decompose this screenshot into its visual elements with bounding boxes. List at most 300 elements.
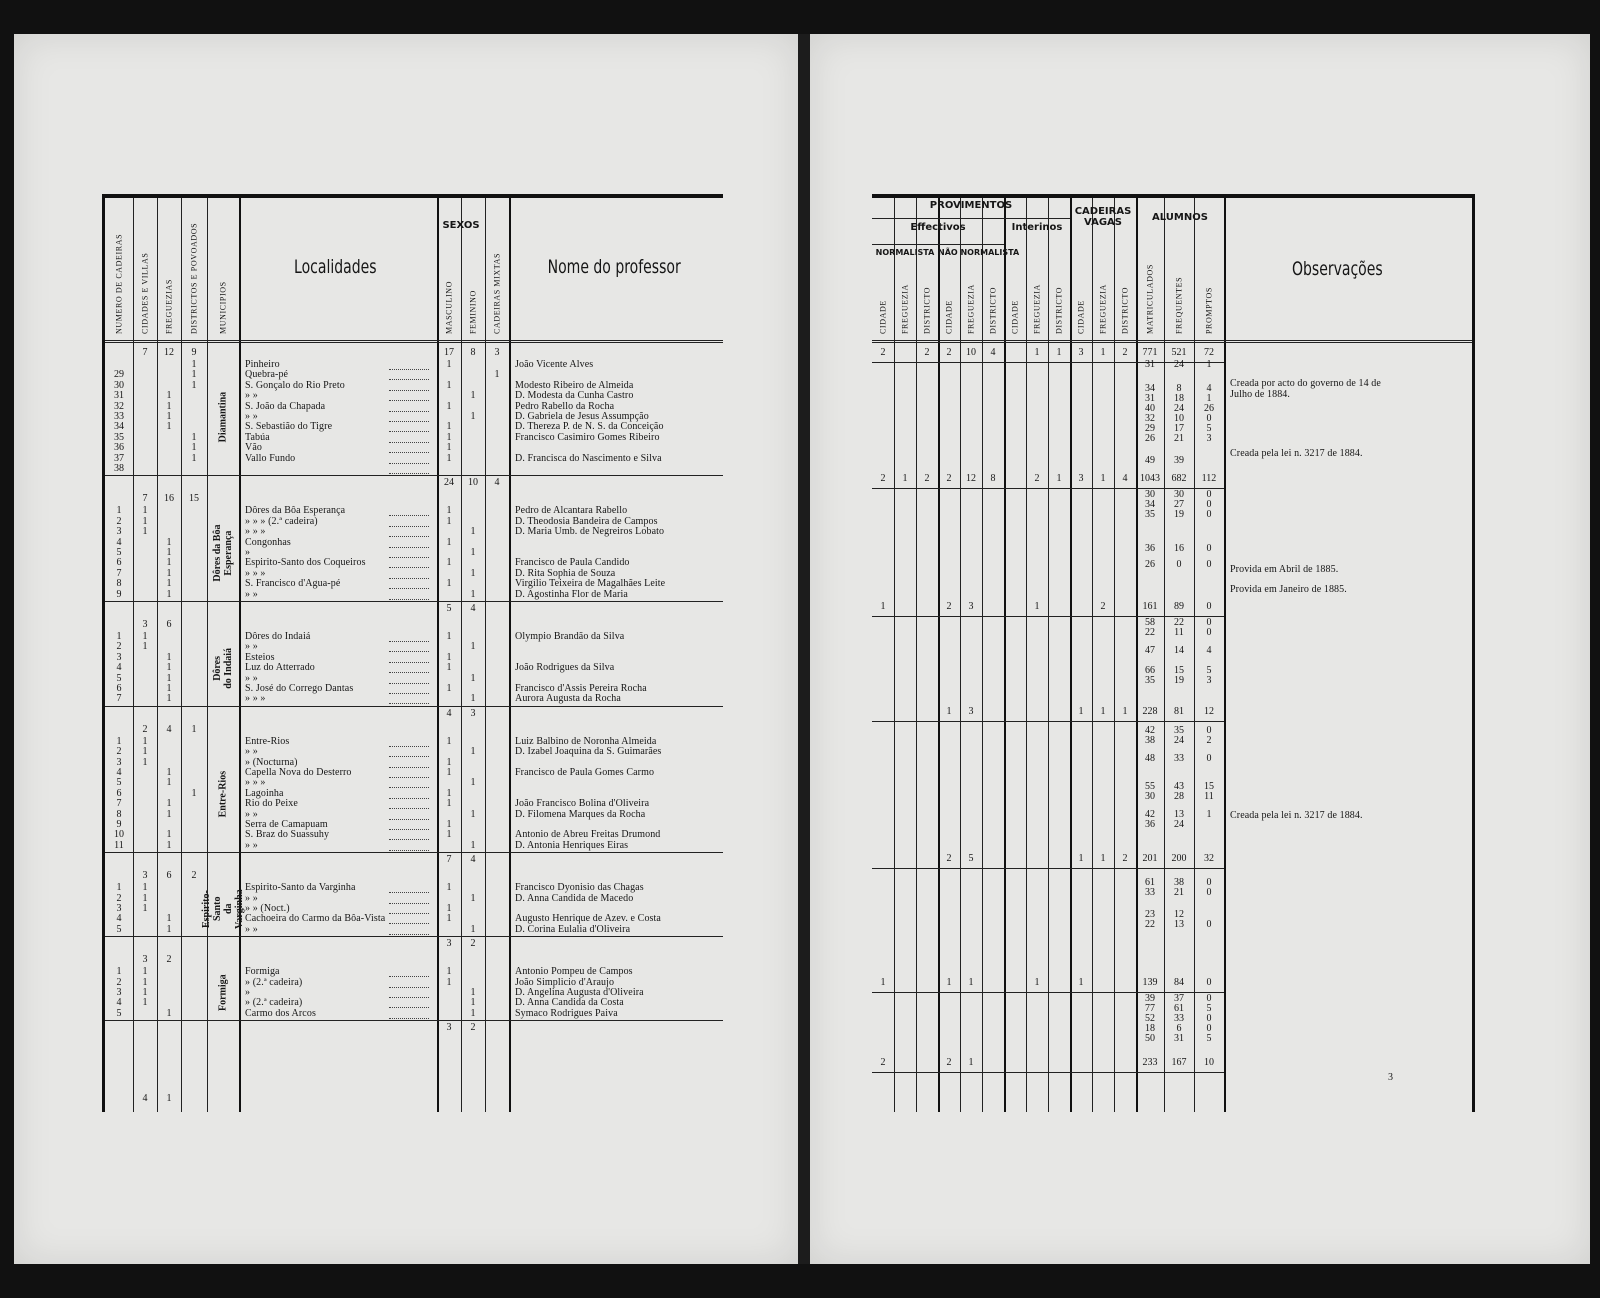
provimento-total-value: 1 [946,977,952,988]
right-column-rule [1004,198,1006,1112]
row-localidade: » » » [245,526,266,538]
row-dot-leader [389,452,429,453]
row-number: 4 [116,767,122,778]
right-column-rule [1070,198,1072,1112]
row-professor: D. Anna Candida da Costa [515,997,624,1009]
row-localidade: Vallo Fundo [245,452,296,464]
row-localidade: » [245,987,251,998]
observacao-note: Provida em Janeiro de 1885. [1230,584,1347,595]
row-number: 7 [116,798,122,810]
alumnos-promptos: 4 [1206,383,1212,394]
row-masc: 1 [446,631,452,642]
row-number: 2 [116,515,122,527]
section-summary-freguezias: 4 [166,723,172,735]
row-cidade: 1 [142,987,148,998]
row-localidade: » » [245,892,258,904]
left-header-feminino: FEMININO [468,290,478,334]
row-freguezia: 1 [166,390,172,402]
section-summary-cidades: 2 [142,723,148,735]
left-header-masculino: MASCULINO [444,281,454,334]
row-localidade: » (2.ª cadeira) [245,997,303,1009]
provimento-total-value: 1 [880,601,886,612]
row-masc: 1 [446,505,452,517]
provimento-total-value: 1 [1122,706,1128,717]
row-freguezia: 1 [166,798,172,810]
row-number: 1 [116,882,122,894]
row-freguezia: 1 [166,808,172,820]
row-masc: 1 [446,683,452,694]
row-professor: João Rodrigues da Silva [515,662,615,674]
right-section-rule [872,1072,1224,1073]
row-masc: 1 [446,829,452,841]
row-masc: 1 [446,400,452,412]
row-fem: 1 [470,777,476,789]
alumnos-promptos: 0 [1206,993,1212,1004]
alumnos-promptos: 0 [1206,499,1212,510]
row-number: 5 [116,1007,122,1019]
provimento-total-value: 1043 [1140,473,1160,484]
row-number: 1 [116,735,122,747]
alumnos-matriculados: 48 [1145,753,1155,764]
provimentos-subrule [872,218,1070,219]
right-header-freguezia: FREGUEZIA [966,284,976,334]
row-dot-leader [389,1007,429,1008]
alumnos-promptos: 0 [1206,1023,1212,1034]
alumnos-matriculados: 66 [1145,665,1155,676]
right-header-cidade: CIDADE [1076,300,1086,334]
alumnos-promptos: 0 [1206,413,1212,424]
row-dot-leader [389,798,429,799]
section-summary-districtos: 9 [191,347,197,358]
left-page [14,34,798,1264]
alumnos-promptos: 0 [1206,877,1212,888]
alumnos-frequentes: 13 [1174,809,1184,820]
alumnos-frequentes: 24 [1174,359,1184,370]
observacao-note: Creada por acto do governo de 14 de Julho de 1884. [1230,378,1381,400]
right-column-rule [894,198,895,1112]
row-professor: João Vicente Alves [515,359,594,370]
row-number: 36 [114,442,124,454]
alumnos-promptos: 1 [1206,393,1212,404]
provimento-total-value: 4 [990,347,996,358]
row-districto: 1 [191,442,197,454]
municipio-label: Entre-Rios [217,770,229,818]
row-localidade: Entre-Rios [245,735,290,747]
provimento-total-value: 201 [1142,853,1158,864]
page-number: 3 [1388,1072,1393,1083]
provimento-total-value: 233 [1142,1057,1158,1068]
row-localidade: Espirito-Santo da Varginha [245,882,356,894]
alumnos-promptos: 0 [1206,725,1212,736]
municipio-label: Dôres do Indaiá [212,647,234,689]
alumnos-frequentes: 14 [1174,645,1184,656]
left-column-rule [239,198,241,1112]
row-number: 3 [116,526,122,538]
provimento-total-value: 1 [1078,853,1084,864]
right-column-rule [1026,198,1027,1112]
localidades-header: Localidades [294,256,377,278]
left-header-districtos: DISTRICTOS E POVOADOS [189,222,199,334]
row-dot-leader [389,683,429,684]
alumnos-matriculados: 52 [1145,1013,1155,1024]
right-header-promptos: PROMPTOS [1204,287,1214,334]
provimento-total-value: 521 [1171,347,1187,358]
alumnos-frequentes: 18 [1174,393,1184,404]
section-summary-freguezias: 12 [164,347,174,358]
row-freguezia: 1 [166,683,172,694]
alumnos-matriculados: 38 [1145,735,1155,746]
row-dot-leader [389,892,429,893]
provimento-total-value: 139 [1142,977,1158,988]
interinos-header: Interinos [1011,222,1063,233]
row-professor: D. Gabriela de Jesus Assumpção [515,411,649,422]
provimento-total-value: 1 [1034,977,1040,988]
row-professor: João Simplicio d'Araujo [515,976,615,988]
section-summary-cidades: 7 [142,493,148,505]
left-header-municipios: MUNICIPIOS [218,281,228,334]
alumnos-promptos: 11 [1204,791,1214,802]
row-masc: 1 [446,578,452,590]
alumnos-matriculados: 47 [1145,645,1155,656]
row-localidade: » » [245,390,258,402]
row-freguezia: 1 [166,557,172,569]
row-freguezia: 1 [166,400,172,412]
municipio-label: Espirito-Santo da Varginha [201,889,245,930]
row-number: 5 [116,672,122,684]
row-professor: Modesto Ribeiro de Almeida [515,379,634,391]
provimento-total-value: 2 [946,601,952,612]
nao-normalista-header: NÃO NORMALISTA [938,248,1020,257]
alumnos-frequentes: 13 [1174,919,1184,930]
row-professor: D. Agostinha Flor de Maria [515,588,628,600]
right-header-freguezia: FREGUEZIA [1098,284,1108,334]
row-cidade: 1 [142,903,148,914]
provimento-total-value: 200 [1171,853,1187,864]
row-localidade: » [245,547,251,558]
row-professor: Pedro Rabello da Rocha [515,400,615,412]
row-dot-leader [389,369,429,370]
provimento-total-value: 2 [1122,853,1128,864]
right-column-rule [1048,198,1049,1112]
row-districto: 1 [191,787,197,799]
left-header-rule [105,340,723,343]
alumnos-matriculados: 33 [1145,887,1155,898]
right-header-freguezia: FREGUEZIA [900,284,910,334]
row-fem: 1 [470,997,476,1009]
row-number: 4 [116,536,122,548]
alumnos-matriculados: 29 [1145,423,1155,434]
alumnos-frequentes: 31 [1174,1033,1184,1044]
row-localidade: Congonhas [245,536,291,548]
row-localidade: » (Nocturna) [245,756,298,768]
row-cidade: 1 [142,515,148,527]
row-professor: D. Anna Candida de Macedo [515,892,634,904]
row-professor: D. Thereza P. de N. S. da Conceição [515,421,664,433]
provimento-total-value: 161 [1142,601,1158,612]
right-header-districto: DISTRICTO [922,286,932,334]
row-number: 2 [116,746,122,758]
row-localidade: » » » [245,777,266,789]
row-number: 2 [116,976,122,988]
provimento-total-value: 1 [1034,347,1040,358]
row-districto: 1 [191,369,197,381]
row-dot-leader [389,819,429,820]
provimento-total-value: 682 [1171,473,1187,484]
alumnos-frequentes: 39 [1174,455,1184,466]
right-section-rule [872,992,1224,993]
row-number: 10 [114,829,124,841]
alumnos-frequentes: 28 [1174,791,1184,802]
row-dot-leader [389,411,429,412]
row-number: 11 [114,839,124,851]
row-freguezia: 1 [166,913,172,925]
section-total-fem: 10 [468,477,478,489]
right-header-matriculados: MATRICULADOS [1145,264,1155,334]
row-localidade: Carmo dos Arcos [245,1007,316,1019]
alumnos-promptos: 0 [1206,489,1212,500]
alumnos-frequentes: 33 [1174,1013,1184,1024]
provimento-total-value: 2 [880,473,886,484]
alumnos-promptos: 0 [1206,559,1212,570]
section-total-fem: 2 [470,1022,476,1034]
alumnos-frequentes: 12 [1174,909,1184,920]
section-summary-freguezias: 6 [166,619,172,630]
provimento-total-value: 5 [968,853,974,864]
right-ledger-table [872,194,1475,1112]
section-summary-fem: 8 [470,347,476,358]
alumnos-matriculados: 58 [1145,617,1155,628]
sexos-header: SEXOS [442,220,480,231]
alumnos-frequentes: 30 [1174,489,1184,500]
alumnos-promptos: 0 [1206,543,1212,554]
section-summary-cidades: 3 [142,619,148,630]
alumnos-matriculados: 35 [1145,509,1155,520]
section-total-fem: 4 [470,854,476,866]
row-professor: Symaco Rodrigues Paiva [515,1007,618,1019]
provimento-total-value: 2 [1122,347,1128,358]
row-masc: 1 [446,913,452,925]
alumnos-matriculados: 61 [1145,877,1155,888]
provimento-total-value: 1 [1056,473,1062,484]
row-localidade: » » » [245,693,266,705]
provimento-total-value: 2 [924,473,930,484]
row-professor: Francisco de Paula Candido [515,557,630,569]
row-cidade: 1 [142,882,148,894]
right-column-rule [938,198,940,1112]
left-column-rule [181,198,182,1112]
right-header-freguezia: FREGUEZIA [1032,284,1042,334]
provimento-total-value: 2 [1034,473,1040,484]
footer-cidades: 4 [142,1093,148,1104]
row-freguezia: 1 [166,829,172,841]
row-cidade: 1 [142,746,148,758]
row-professor: Augusto Henrique de Azev. e Costa [515,913,661,925]
row-masc: 1 [446,735,452,747]
row-freguezia: 1 [166,411,172,422]
row-number: 9 [116,588,122,600]
row-fem: 1 [470,693,476,705]
right-header-districto: DISTRICTO [1054,286,1064,334]
row-localidade: Luz do Atterrado [245,662,315,674]
left-column-rule [485,198,486,1112]
row-dot-leader [389,850,429,851]
row-localidade: S. Sebastião do Tigre [245,421,333,433]
alumnos-matriculados: 23 [1145,909,1155,920]
row-professor: D. Antonia Henriques Eiras [515,839,629,851]
row-number: 7 [116,693,122,705]
section-total-masc: 3 [446,938,452,950]
row-number: 4 [116,913,122,925]
section-total-masc: 24 [444,477,454,489]
row-fem: 1 [470,588,476,600]
row-fem: 1 [470,411,476,422]
alumnos-frequentes: 19 [1174,675,1184,686]
row-dot-leader [389,442,429,443]
row-professor: Pedro de Alcantara Rabello [515,505,628,517]
alumnos-matriculados: 31 [1145,393,1155,404]
row-masc: 1 [446,421,452,433]
alumnos-frequentes: 8 [1176,383,1182,394]
row-localidade: Serra de Camapuam [245,819,328,830]
alumnos-promptos: 1 [1206,809,1212,820]
section-summary-districtos: 2 [191,870,197,882]
row-dot-leader [389,756,429,757]
alumnos-frequentes: 19 [1174,509,1184,520]
alumnos-matriculados: 35 [1145,675,1155,686]
provimento-total-value: 3 [968,601,974,612]
alumnos-promptos: 0 [1206,753,1212,764]
effectivos-subrule [872,244,1004,245]
row-cidade: 1 [142,505,148,517]
row-number: 4 [116,662,122,674]
row-dot-leader [389,923,429,924]
row-districto: 1 [191,431,197,443]
provimento-total-value: 2 [880,1057,886,1068]
alumnos-matriculados: 40 [1145,403,1155,414]
row-masc: 1 [446,966,452,978]
alumnos-frequentes: 21 [1174,433,1184,444]
row-fem: 1 [470,987,476,998]
row-freguezia: 1 [166,923,172,935]
row-number: 4 [116,997,122,1009]
alumnos-matriculados: 36 [1145,543,1155,554]
row-masc: 1 [446,515,452,527]
row-number: 32 [114,400,124,412]
row-number: 3 [116,756,122,768]
row-dot-leader [389,379,429,380]
row-fem: 1 [470,746,476,758]
alumnos-matriculados: 50 [1145,1033,1155,1044]
alumnos-frequentes: 0 [1176,559,1182,570]
alumnos-promptos: 15 [1204,781,1214,792]
section-summary-cidades: 3 [142,870,148,882]
right-section-rule [872,868,1224,869]
provimento-total-value: 2 [880,347,886,358]
alumnos-promptos: 4 [1206,645,1212,656]
section-summary-districtos: 15 [189,493,199,505]
right-column-rule [1114,198,1115,1112]
right-section-rule [872,721,1224,722]
row-number: 6 [116,787,122,799]
section-rule [105,601,723,602]
row-dot-leader [389,400,429,401]
row-professor: Luiz Balbino de Noronha Almeida [515,735,657,747]
provimento-total-value: 4 [1122,473,1128,484]
right-column-rule [1092,198,1093,1112]
row-masc: 1 [446,787,452,799]
row-localidade: Vão [245,442,262,454]
provimento-total-value: 32 [1204,853,1214,864]
right-header-cidade: CIDADE [944,300,954,334]
row-number: 29 [114,369,124,381]
alumnos-promptos: 5 [1206,1003,1212,1014]
right-column-rule [916,198,917,1112]
row-number: 35 [114,431,124,443]
row-cidade: 1 [142,966,148,978]
row-professor: D. Angelina Augusta d'Oliveira [515,987,644,998]
row-dot-leader [389,787,429,788]
row-cidade: 1 [142,526,148,538]
alumnos-frequentes: 21 [1174,887,1184,898]
row-cidade: 1 [142,631,148,642]
alumnos-matriculados: 22 [1145,627,1155,638]
observacao-note: Creada pela lei n. 3217 de 1884. [1230,448,1363,459]
row-masc: 1 [446,767,452,778]
row-number: 33 [114,411,124,422]
row-localidade: » » [245,839,258,851]
municipio-label: Dôres da Bôa Esperança [212,524,234,582]
provimento-total-value: 112 [1201,473,1217,484]
alumnos-promptos: 0 [1206,887,1212,898]
provimento-total-value: 771 [1142,347,1158,358]
section-total-fem: 2 [470,938,476,950]
row-districto: 1 [191,452,197,464]
row-freguezia: 1 [166,662,172,674]
alumnos-frequentes: 43 [1174,781,1184,792]
row-fem: 1 [470,547,476,558]
row-localidade: » » [245,923,258,935]
row-professor: D. Corina Eulalia d'Oliveira [515,923,631,935]
row-number: 8 [116,578,122,590]
alumnos-frequentes: 33 [1174,753,1184,764]
row-fem: 1 [470,390,476,402]
provimento-total-value: 2 [1100,601,1106,612]
alumnos-matriculados: 49 [1145,455,1155,466]
provimento-total-value: 3 [1078,347,1084,358]
row-number: 6 [116,557,122,569]
provimento-total-value: 12 [1204,706,1214,717]
row-professor: Francisco Dyonisio das Chagas [515,882,644,894]
provimento-total-value: 10 [1204,1057,1214,1068]
row-freguezia: 1 [166,578,172,590]
row-dot-leader [389,463,429,464]
alumnos-promptos: 5 [1206,1033,1212,1044]
section-summary-mixtas: 3 [494,347,500,358]
row-fem: 1 [470,839,476,851]
row-fem: 1 [470,641,476,653]
right-header-cidade: CIDADE [878,300,888,334]
provimento-total-value: 2 [946,473,952,484]
row-number: 8 [116,808,122,820]
row-professor: Aurora Augusta da Rocha [515,693,621,705]
row-masc: 1 [446,756,452,768]
row-masc: 1 [446,976,452,988]
row-number: 5 [116,777,122,789]
row-dot-leader [389,651,429,652]
left-header-cidades: CIDADES E VILLAS [140,252,150,334]
alumnos-frequentes: 35 [1174,725,1184,736]
alumnos-promptos: 1 [1206,359,1212,370]
